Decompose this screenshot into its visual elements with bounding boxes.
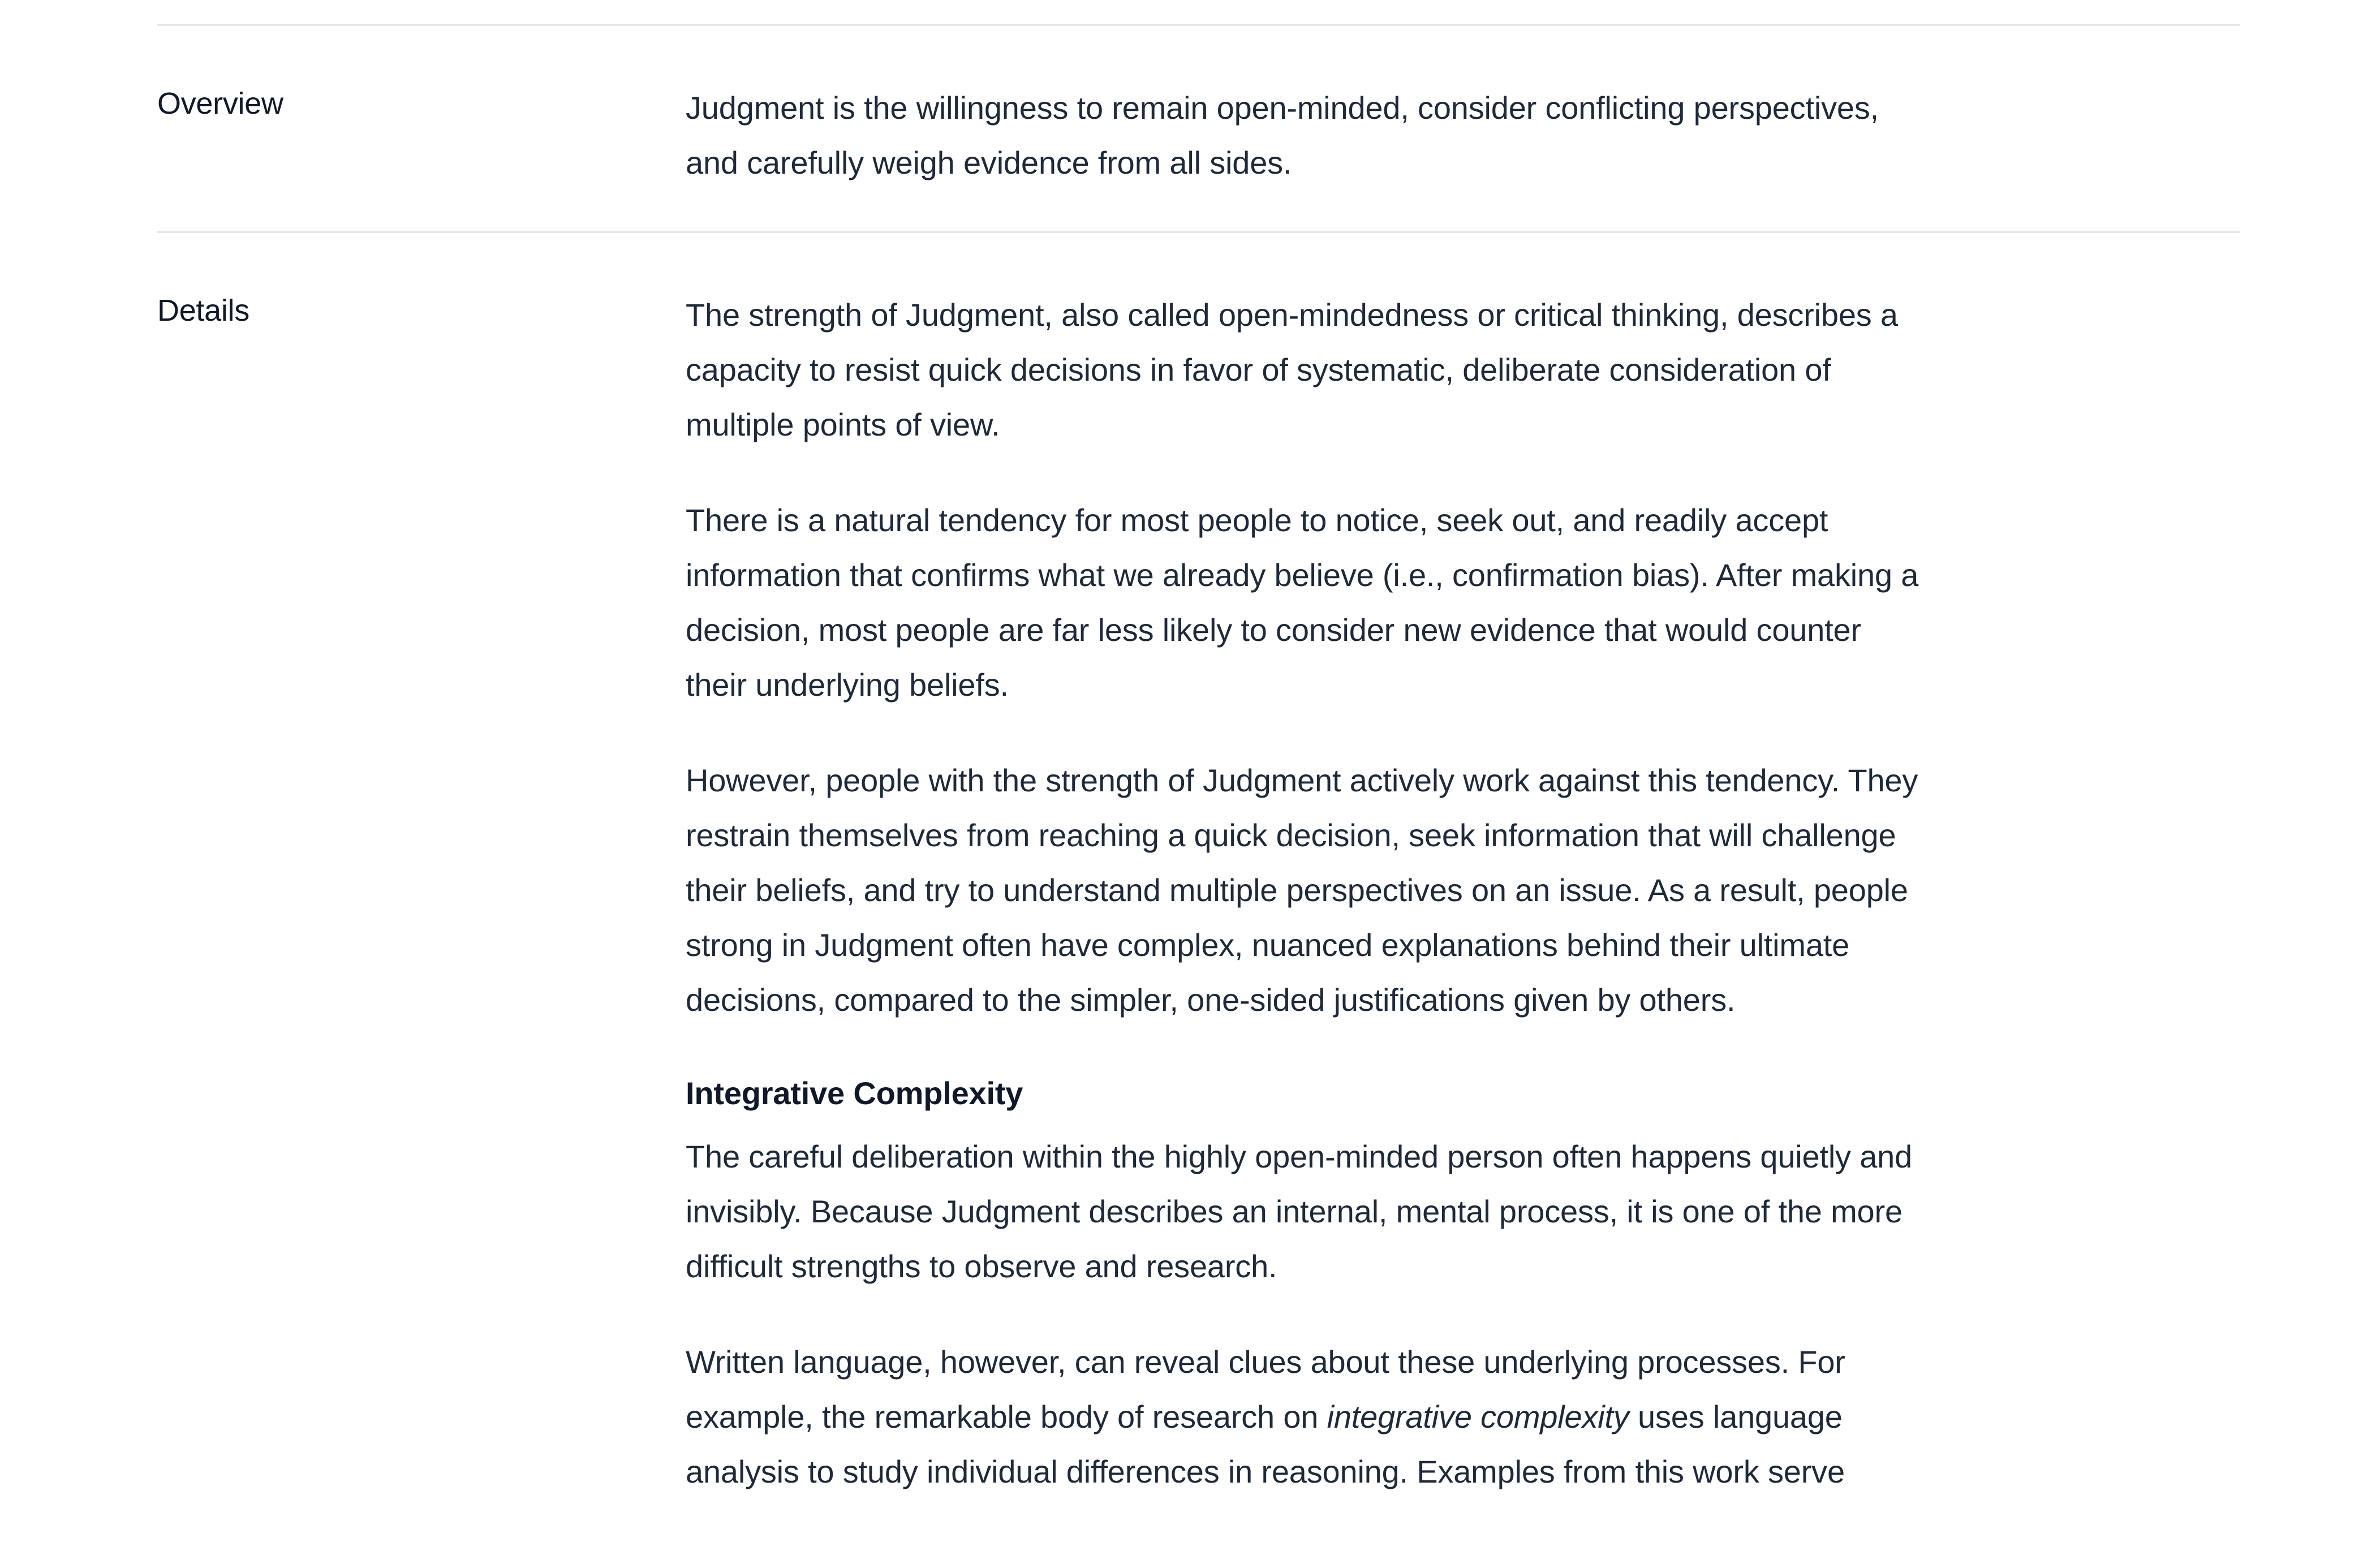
details-label: Details [157,294,249,328]
overview-label: Overview [157,87,283,120]
integrative-paragraph-2-end: uses language analysis to study individual differences in reasoning. Examples from this work serve [686,1399,1845,1489]
section-divider [157,231,2240,233]
details-content [686,287,1930,1540]
integrative-complexity-term: integrative complexity [1327,1399,1629,1435]
top-divider [157,24,2240,26]
integrative-complexity-heading: Integrative Complexity [686,1075,1023,1111]
integrative-paragraph-1: The careful deliberation within the highly open-minded person often happens quietly and invisibly. Because Judgment describes an internal, mental process, it is one of the more difficult strengths to observe and research. [686,1139,1913,1284]
details-paragraph-3: However, people with the strength of Judgment actively work against this tendency. They restrain themselves from reaching a quick decision, seek information that will challenge their beliefs, and try to understand multiple perspectives on an issue. As a result, people strong in Judgment often have complex, nuanced explanations behind their ultimate decisions, compared to the simpler, one-sided justifications given by others. [686,763,1918,1018]
integrative-paragraph-2 [686,1334,1930,1499]
integrative-paragraph-2-start: Written language, however, can reveal clues about these underlying processes. For example, the remarkable body of research on [686,1344,1845,1435]
overview-paragraph: Judgment is the willingness to remain open-minded, consider conflicting perspectives, and carefully weigh evidence from all sides. [686,90,1879,180]
details-paragraph-2: There is a natural tendency for most people to notice, seek out, and readily accept information that confirms what we already believe (i.e., confirmation bias). After making a decision, most people are far less likely to consider new evidence that would counter their underlying beliefs. [686,502,1919,703]
overview-content [686,80,1930,231]
details-paragraph-1: The strength of Judgment, also called open-mindedness or critical thinking, describes a capacity to resist quick decisions in favor of systematic, deliberate consideration of multiple points of view. [686,297,1898,442]
